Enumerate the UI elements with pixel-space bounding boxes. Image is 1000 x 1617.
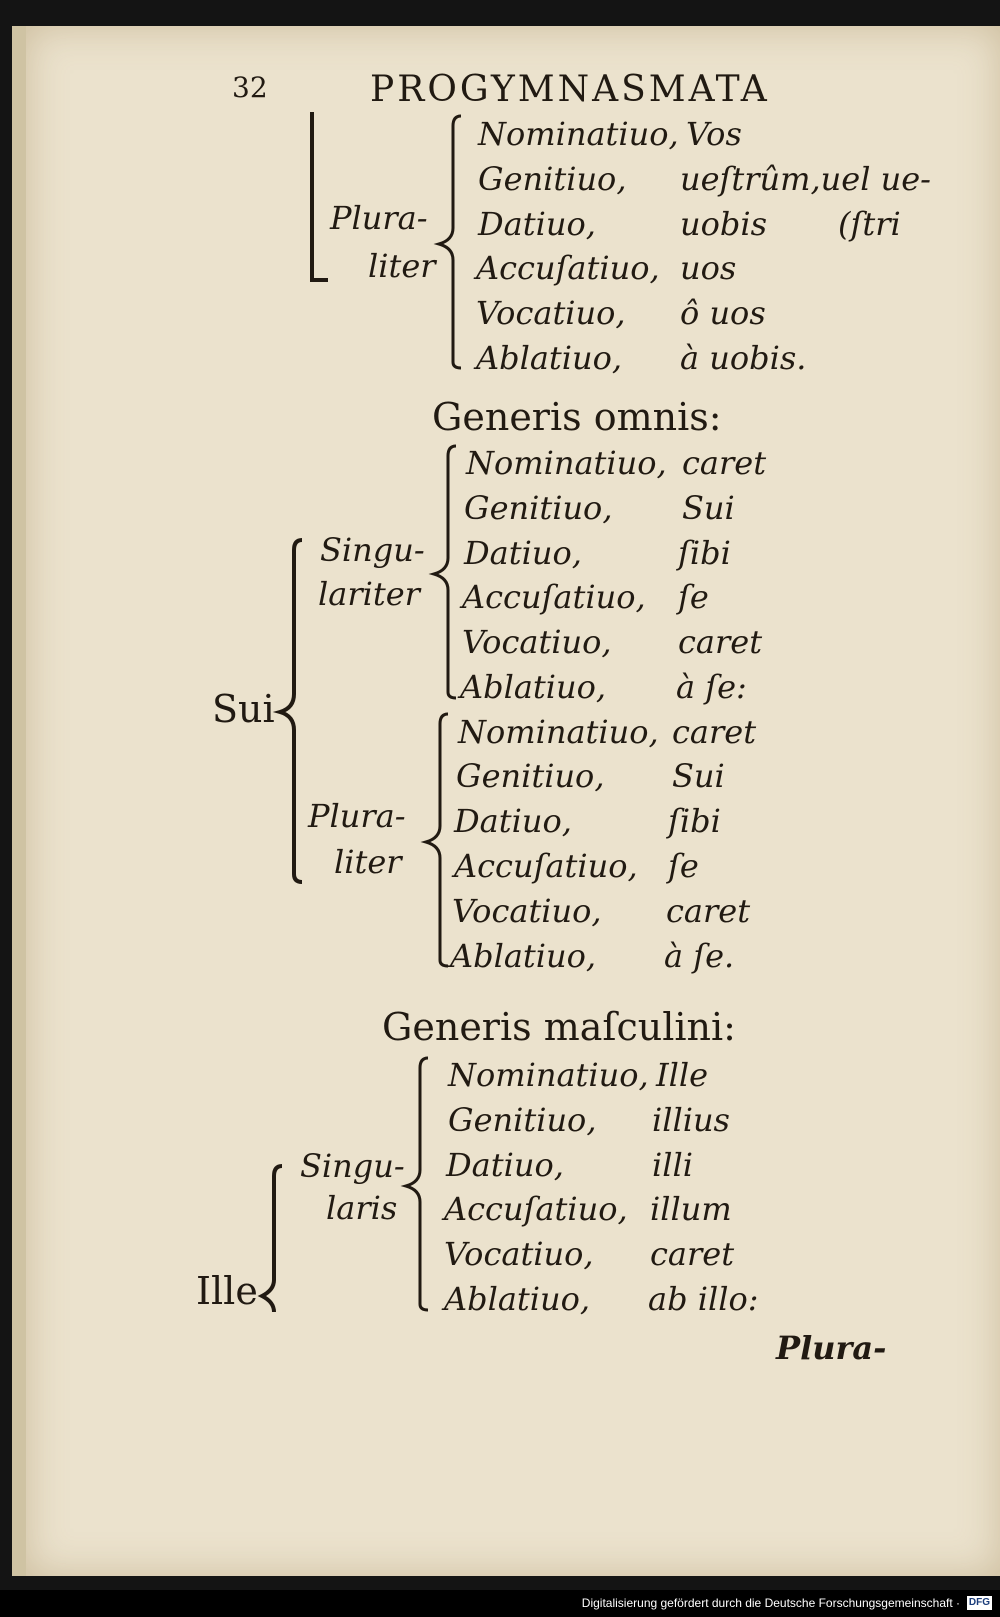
outer-bracket-sui (272, 534, 312, 890)
continuation-text: (ſtri (838, 205, 901, 243)
outer-bracket-ille (252, 1160, 292, 1320)
case-label: Ablatiuo, (476, 339, 623, 377)
case-form: ueſtrûm,uel ue- (680, 160, 931, 198)
case-form: illum (650, 1190, 732, 1228)
number-label: liter (334, 843, 402, 881)
case-form: illius (652, 1101, 730, 1139)
pronoun-word: Ille (196, 1269, 258, 1313)
case-label: Datiuo, (454, 802, 572, 840)
case-label: Vocatiuo, (444, 1235, 594, 1273)
case-label: Datiuo, (464, 534, 582, 572)
case-bracket (425, 112, 465, 374)
footer-credit: Digitalisierung gefördert durch die Deutsche Forschungsgemeinschaft · (581, 1596, 960, 1610)
case-bracket (412, 710, 452, 972)
plural-label: liter (368, 247, 436, 285)
case-label: Nominatiuo, (478, 115, 679, 153)
case-form: à ſe: (676, 668, 747, 706)
case-label: Vocatiuo, (452, 892, 602, 930)
number-label: lariter (318, 575, 420, 613)
case-label: Ablatiuo, (450, 937, 597, 975)
section-heading: Generis maſculini: (382, 1005, 736, 1049)
case-form: ſibi (668, 802, 721, 840)
case-label: Nominatiuo, (448, 1056, 649, 1094)
case-form: Ille (656, 1056, 709, 1094)
catchword: Plura- (776, 1329, 887, 1367)
case-label: Datiuo, (478, 205, 596, 243)
case-bracket (392, 1054, 432, 1316)
case-form: uobis (680, 205, 768, 243)
case-form: à uobis. (680, 339, 807, 377)
case-form: Sui (682, 489, 735, 527)
case-label: Accuſatiuo, (454, 847, 638, 885)
case-form: ſe (678, 578, 709, 616)
case-label: Accuſatiuo, (444, 1190, 628, 1228)
number-label: laris (326, 1189, 398, 1227)
case-form: caret (672, 713, 757, 751)
case-label: Vocatiuo, (462, 623, 612, 661)
case-form: Sui (672, 757, 725, 795)
case-form: à ſe. (664, 937, 735, 975)
number-label: Singu- (300, 1147, 405, 1185)
case-form: ô uos (680, 294, 766, 332)
running-title: PROGYMNASMATA (370, 69, 770, 110)
case-label: Genitiuo, (464, 489, 613, 527)
section-heading: Generis omnis: (432, 395, 722, 439)
plural-label: Plura- (330, 199, 428, 237)
case-form: ab illo: (648, 1280, 759, 1318)
case-label: Nominatiuo, (466, 444, 667, 482)
case-label: Accuſatiuo, (476, 249, 660, 287)
case-label: Accuſatiuo, (462, 578, 646, 616)
case-label: Genitiuo, (456, 757, 605, 795)
case-form: caret (678, 623, 763, 661)
case-form: caret (650, 1235, 735, 1273)
dfg-logo: DFG (968, 1597, 990, 1608)
page-number: 32 (232, 71, 268, 104)
digitization-footer (0, 1590, 1000, 1617)
case-form: caret (682, 444, 767, 482)
case-form: caret (666, 892, 751, 930)
case-bracket (420, 442, 460, 704)
case-label: Datiuo, (446, 1146, 564, 1184)
case-label: Genitiuo, (478, 160, 627, 198)
case-label: Nominatiuo, (458, 713, 659, 751)
number-label: Plura- (308, 797, 406, 835)
number-label: Singu- (320, 531, 425, 569)
case-label: Vocatiuo, (476, 294, 626, 332)
case-label: Genitiuo, (448, 1101, 597, 1139)
case-form: uos (680, 249, 737, 287)
case-form: ſibi (678, 534, 731, 572)
outer-bracket-top (300, 108, 340, 288)
pronoun-word: Sui (212, 687, 275, 731)
case-form: illi (652, 1146, 693, 1184)
case-form: Vos (686, 115, 742, 153)
case-label: Ablatiuo, (460, 668, 607, 706)
case-label: Ablatiuo, (444, 1280, 591, 1318)
case-form: ſe (668, 847, 699, 885)
